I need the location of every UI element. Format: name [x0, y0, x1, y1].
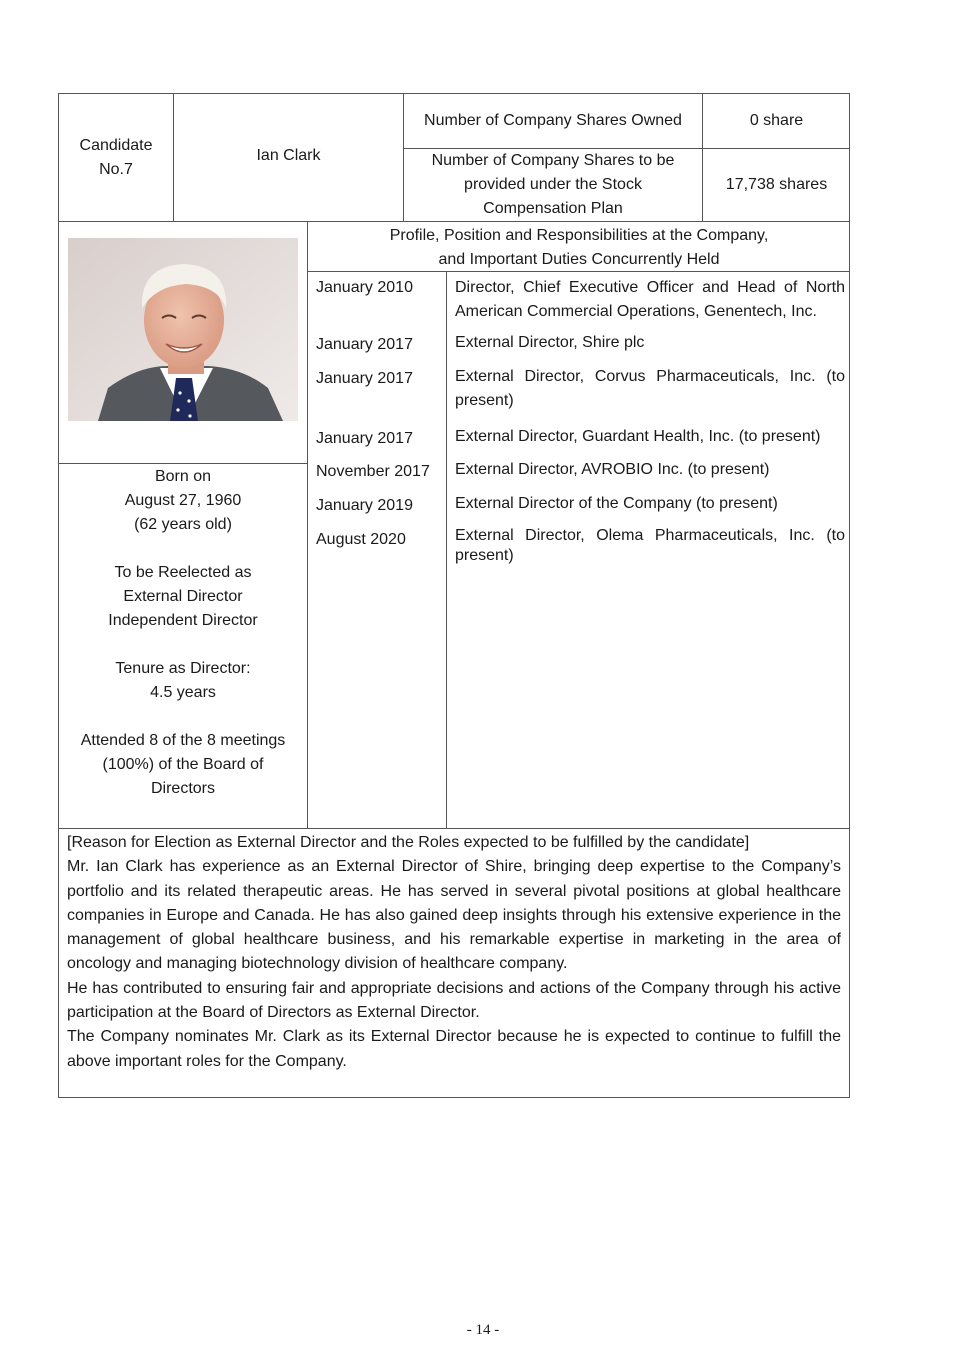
born-on-label: Born on — [154, 468, 212, 485]
reason-paragraph: The Company nominates Mr. Clark as its External Director because he is expected to continue to fulfill the above important roles for the Company. — [67, 1028, 841, 1070]
age: (62 years old) — [134, 516, 232, 533]
career-date: January 2017 — [316, 430, 413, 447]
profile-heading — [308, 224, 850, 272]
stock-comp-value-cell — [703, 149, 850, 221]
attendance-line-1: Attended 8 of the 8 meetings — [80, 732, 286, 749]
portrait-image — [68, 238, 298, 421]
career-date: January 2019 — [316, 497, 413, 514]
tenure-value: 4.5 years — [150, 684, 216, 701]
candidate-name: Ian Clark — [256, 146, 321, 164]
reason-paragraph: He has contributed to ensuring fair and appropriate decisions and actions of the Company through his active participation at the Board of Directors as External Director. — [67, 979, 841, 1022]
attendance-line-2: (100%) of the Board of — [102, 756, 264, 773]
career-description: External Director of the Company (to present) — [455, 495, 778, 512]
shares-owned-label: Number of Company Shares Owned — [424, 112, 682, 129]
candidate-number: No.7 — [99, 160, 133, 178]
shares-owned-value-cell — [703, 94, 850, 148]
career-description: External Director, Olema Pharmaceuticals, Inc. (to present) — [455, 527, 845, 564]
career-list — [308, 272, 850, 828]
candidate-name-cell — [174, 94, 403, 221]
stock-comp-label-cell — [404, 149, 702, 221]
career-date: January 2017 — [316, 336, 413, 353]
reason-paragraph: Mr. Ian Clark has experience as an External Director of Shire, bringing deep expertise to the Company’s portfolio and its related therapeutic areas. He has served in several pivotal positions at global healthcare companies in Europe and Canada. He has also gained deep insights through his extensive experience in the management of global healthcare business, and his remarkable expertise in marketing in the area of oncology and managing biotechnology division of healthcare company. — [67, 858, 841, 973]
tenure-label: Tenure as Director: — [115, 660, 251, 677]
status-line-2: External Director — [123, 588, 243, 605]
bio-cell — [59, 465, 307, 801]
election-reason — [67, 831, 841, 1074]
stock-comp-label: Number of Company Shares to be provided under the Stock Compensation Plan — [431, 152, 675, 217]
profile-heading-line-1: Profile, Position and Responsibilities at the Company, — [389, 227, 769, 244]
stock-comp-value: 17,738 shares — [725, 176, 828, 193]
career-description: Director, Chief Executive Officer and Head of North American Commercial Operations, Genentech, Inc. — [455, 279, 845, 320]
status-line-1: To be Reelected as — [114, 564, 252, 581]
candidate-label: Candidate — [79, 136, 153, 154]
shares-owned-label-cell — [404, 94, 702, 148]
career-description: External Director, Corvus Pharmaceuticals, Inc. (to present) — [455, 368, 845, 409]
reason-heading: [Reason for Election as External Director and the Roles expected to be fulfilled by the candidate] — [67, 834, 750, 851]
candidate-photo — [68, 238, 298, 421]
career-date: January 2017 — [316, 370, 413, 387]
career-date: August 2020 — [316, 531, 406, 548]
status-line-3: Independent Director — [108, 612, 258, 629]
attendance-line-3: Directors — [150, 780, 215, 797]
career-description: External Director, Shire plc — [455, 334, 645, 351]
career-description: External Director, Guardant Health, Inc. (to present) — [455, 428, 821, 445]
profile-heading-line-2: and Important Duties Concurrently Held — [438, 251, 720, 268]
candidate-number-cell — [59, 94, 173, 221]
page-number: - 14 - — [466, 1322, 500, 1338]
shares-owned-value: 0 share — [749, 112, 804, 129]
career-date: November 2017 — [316, 463, 430, 480]
career-description: External Director, AVROBIO Inc. (to present) — [455, 461, 770, 478]
birth-date: August 27, 1960 — [124, 492, 242, 509]
career-date: January 2010 — [316, 279, 413, 296]
